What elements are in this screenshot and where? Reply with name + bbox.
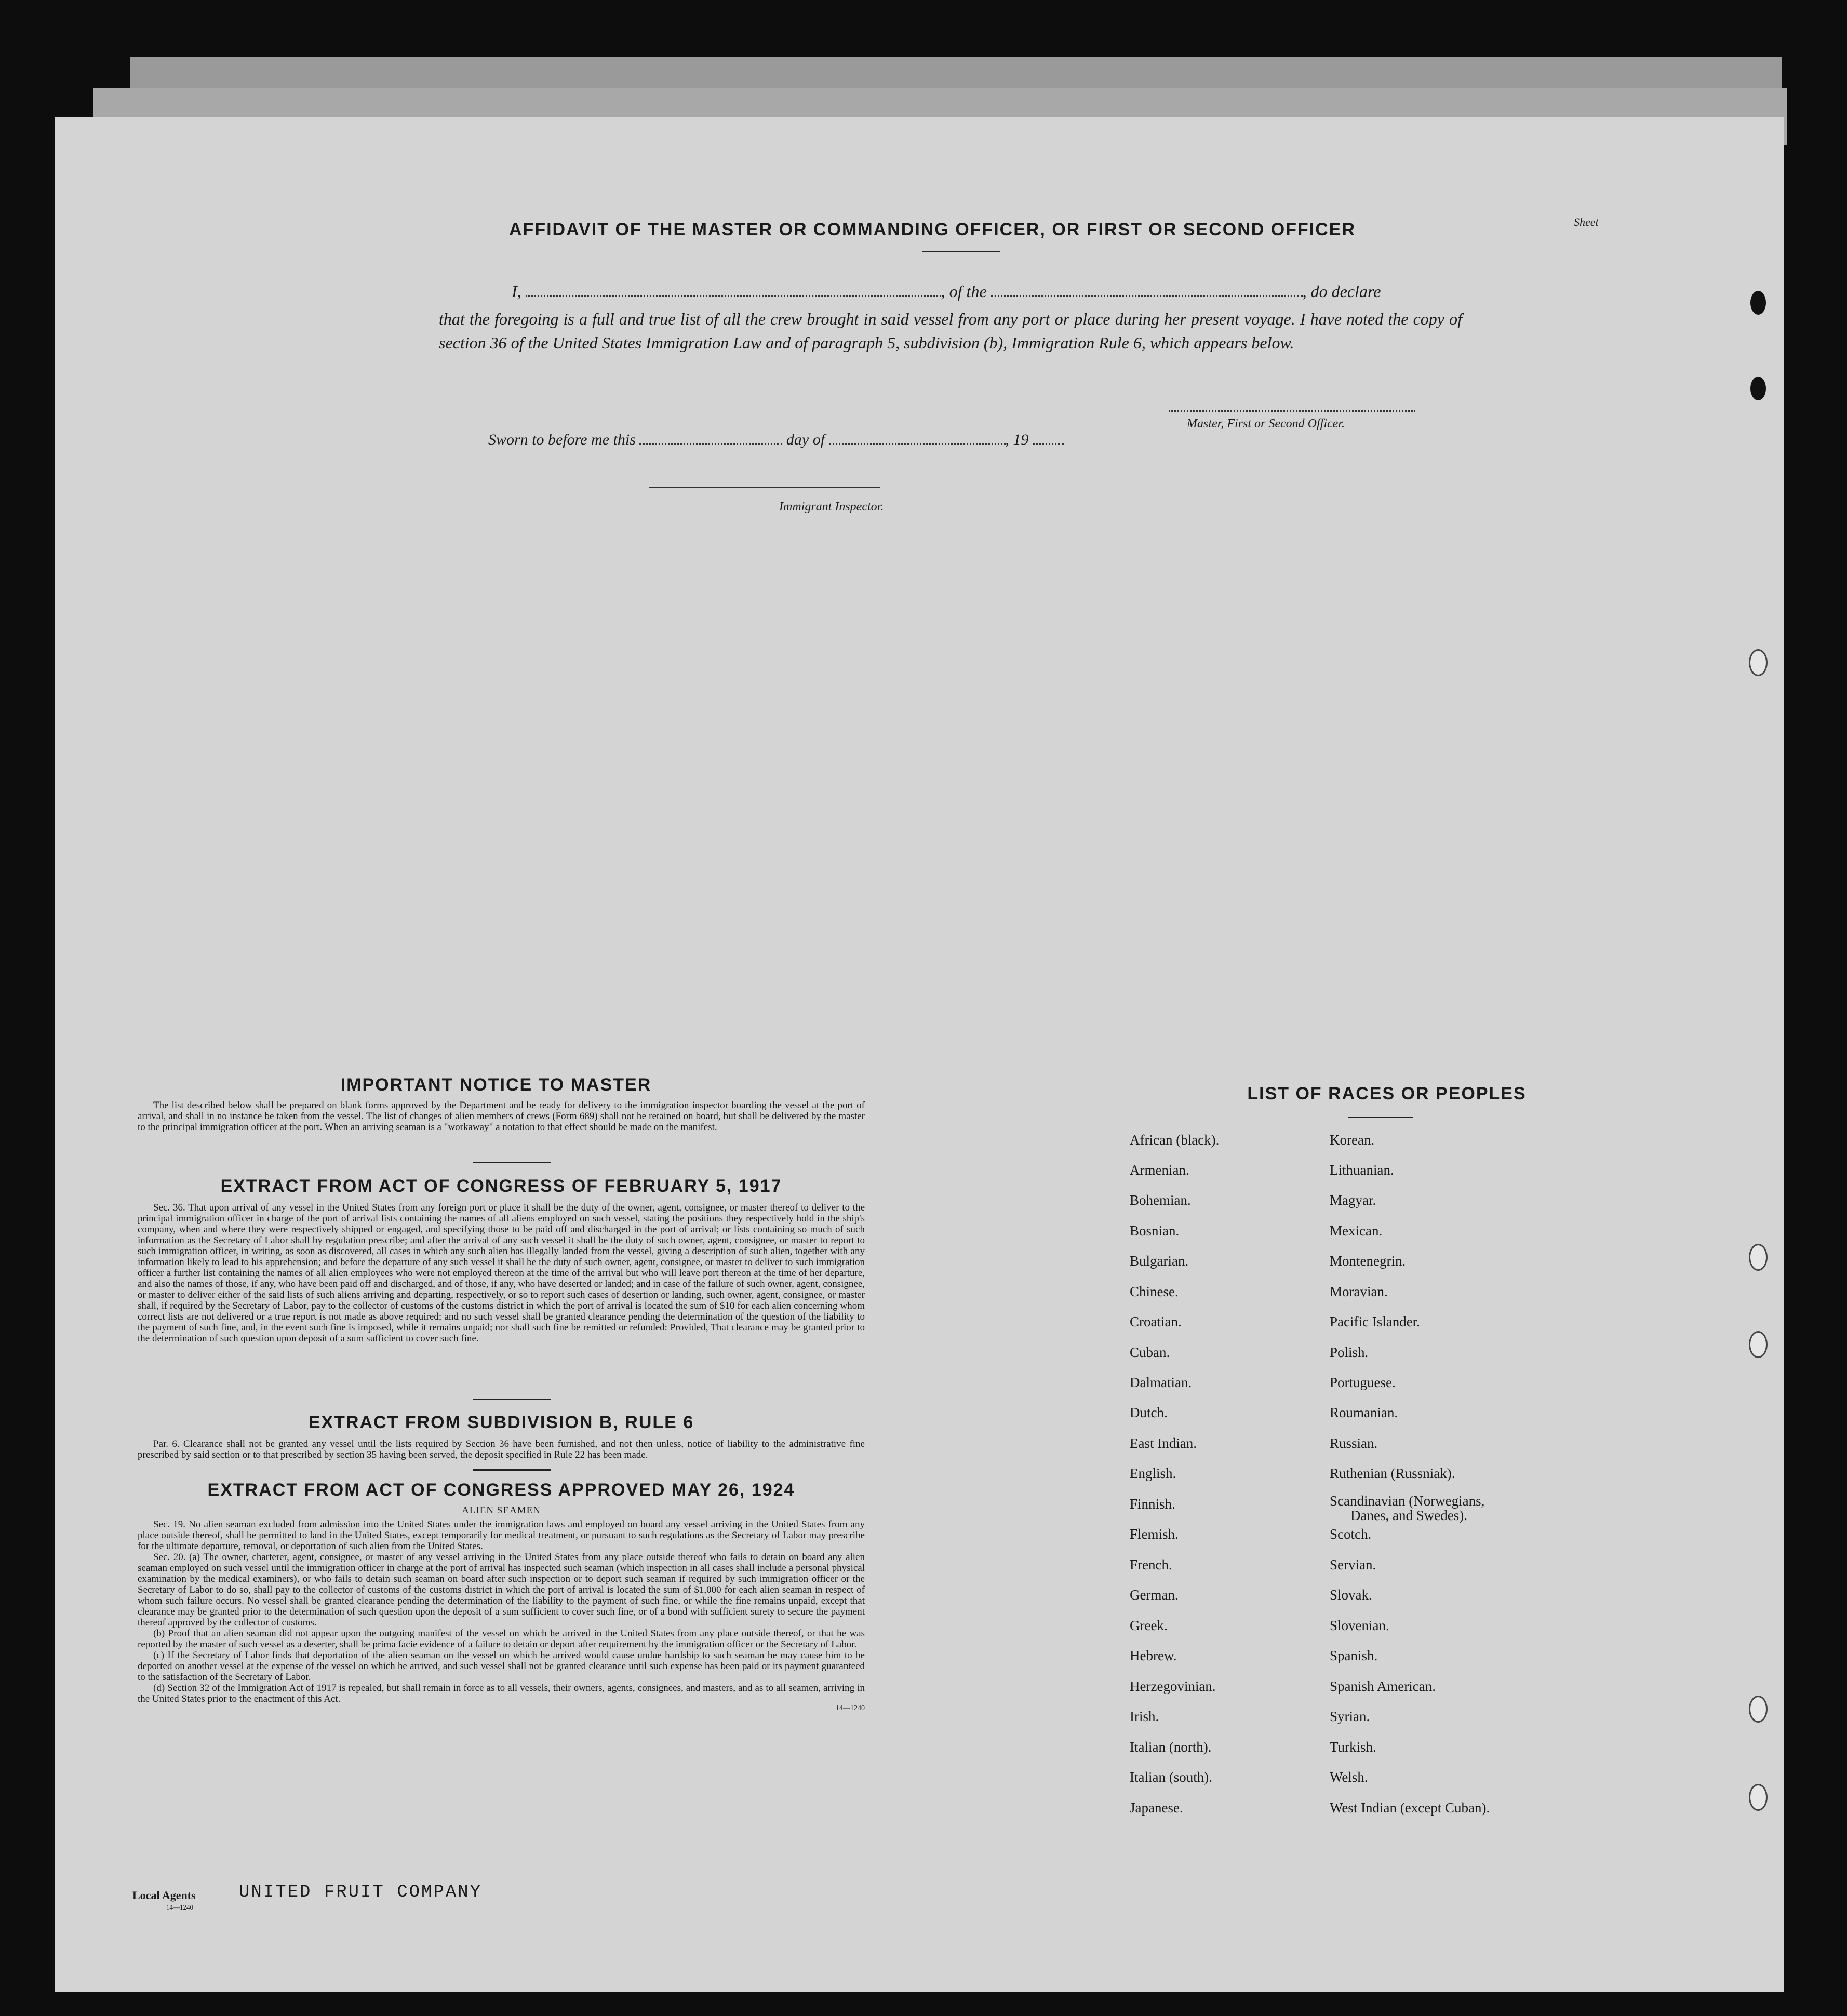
race-item: Montenegrin. [1330,1253,1406,1269]
notice-title: IMPORTANT NOTICE TO MASTER [340,1075,652,1095]
binder-hole [1750,291,1766,315]
sheet-label: Sheet [1574,216,1599,229]
sec19-text: Sec. 19. No alien seaman excluded from admission into the United States under the immigration laws and employed on board any vessel arriving in the United States from any place outside thereof, shall be permitted to land in the United States, except temporarily for medical treatment, or pursuant to such regulations as the Secretary of Labor may prescribe for the ultimate departure, removal, or deportation of such alien from the United States. [138,1519,865,1552]
race-item: East Indian. [1130,1435,1197,1451]
race-item: Bosnian. [1130,1223,1180,1239]
race-item: Italian (north). [1130,1739,1212,1755]
form-page [55,117,1784,1992]
local-agents-value: UNITED FRUIT COMPANY [239,1883,483,1902]
race-item: Dutch. [1130,1405,1168,1420]
race-item: French. [1130,1557,1172,1573]
races-title: LIST OF RACES OR PEOPLES [1247,1084,1527,1104]
affidavit-line1 [512,282,1462,301]
sworn-month-field[interactable] [829,443,1006,445]
race-item: African (black). [1130,1132,1220,1148]
races-divider [1348,1117,1413,1118]
race-item: West Indian (except Cuban). [1330,1800,1490,1816]
race-item: Spanish. [1330,1648,1378,1663]
race-item: Lithuanian. [1330,1162,1394,1178]
extract-1917-body: Sec. 36. That upon arrival of any vessel in the United States from any foreign port or place it shall be the duty of the owner, agent, consignee, or master thereof to deliver to the principal immigration officer in charge of the port of arrival lists containing the names of all aliens employed on such vessel, stating the positions they respectively hold in the ship's company, when and where they were respectively shipped or engaged, and specifying those to be paid off and discharged in the port of arrival; or lists containing so much of such information as the Secretary of Labor shall by regulation prescribe; and after the arrival of any such vessel it shall be the duty of such owner, agent, consignee, or master to report to such immigration officer, in writing, as soon as discovered, all cases in which any such alien has illegally landed from the vessel, giving a description of such alien, together with any information likely to lead to his apprehension; and before the departure of any such vessel it shall be the duty of such owner, agent, consignee, or master to deliver to such immigration officer a further list containing the names of all alien employees who were not employed thereon at the time of the arrival but who will leave port thereon at the time of her departure, and also the names of those, if any, who have been paid off and discharged, and of those, if any, who have deserted or landed; and in case of the failure of such owner, agent, consignee, or master to deliver either of the said lists of such aliens arriving and departing, respectively, or so to report such cases of desertion or landing, such owner, agent, consignee, or master shall, if required by the Secretary of Labor, pay to the collector of customs of the customs district in which the port of arrival is located the sum of $10 for each alien concerning whom correct lists are not delivered or a true report is not made as above required; and no such vessel shall be granted clearance pending the determination of the question of the liability to the payment of such fine, and, in the event such fine is imposed, while it remains unpaid; nor shall such fine be remitted or refunded: Provided, That clearance may be granted prior to the determination of such question upon deposit of a sum sufficient to cover such fine. [138,1202,865,1344]
sec20d-text: (d) Section 32 of the Immigration Act of 1917 is repealed, but shall remain in force as to all vessels, their owners, agents, consignees, and masters, and as to all seamen, arriving in the United States prior to the enactment of this Act. [138,1683,865,1704]
race-item: English. [1130,1466,1176,1481]
sec20c-text: (c) If the Secretary of Labor finds that deportation of the alien seaman on the vessel on which he arrived would cause undue hardship to such seaman he may cause him to be deported on another vessel at the expense of the vessel on which he arrived, and such vessel shall not be granted clearance until such expense has been paid or its payment guaranteed to the satisfaction of the Secretary of Labor. [138,1650,865,1683]
local-agents-label: Local Agents [132,1889,196,1902]
extract-rule6-body: Par. 6. Clearance shall not be granted any vessel until the lists required by Section 36 have been furnished, and not then unless, notice of liability to the administrative fine prescribed by said section or to that prescribed by section 35 having been served, the deposit specified in Rule 22 has been made. [138,1439,865,1460]
title-divider [922,251,1000,252]
race-item: Syrian. [1330,1709,1370,1724]
race-item: Hebrew. [1130,1648,1177,1663]
inspector-signature-line[interactable] [649,487,880,488]
sworn-line [488,431,1215,449]
extract-1924-title: EXTRACT FROM ACT OF CONGRESS APPROVED MAY 26, 1924 [207,1480,795,1500]
race-item: Roumanian. [1330,1405,1398,1420]
section-divider [473,1469,551,1471]
race-item: Irish. [1130,1709,1159,1724]
race-item: Danes, and Swedes). [1350,1508,1467,1523]
race-item: Spanish American. [1330,1678,1436,1694]
binder-hole [1749,1331,1768,1358]
master-signature-label: Master, First or Second Officer. [1187,417,1345,431]
race-item: Cuban. [1130,1345,1170,1360]
binder-hole [1750,377,1766,400]
race-item: Croatian. [1130,1314,1182,1329]
binder-hole [1749,1696,1768,1723]
binder-hole [1749,649,1768,676]
of-the-label: , of the [941,282,987,301]
race-item: Scandinavian (Norwegians, [1330,1493,1485,1509]
race-item: Ruthenian (Russniak). [1330,1466,1455,1481]
sworn-day-of: day of [786,431,825,448]
extract-1924-body [138,1519,865,1713]
affidavit-title: AFFIDAVIT OF THE MASTER OR COMMANDING OFFICER, OR FIRST OR SECOND OFFICER [509,220,1356,239]
race-item: Japanese. [1130,1800,1183,1816]
race-item: Moravian. [1330,1284,1388,1299]
section-divider [473,1162,551,1163]
notice-body: The list described below shall be prepared on blank forms approved by the Department and be ready for delivery to the immigration inspector boarding the vessel at the port of arrival, and shall in no instance be taken from the vessel. The list of changes of alien members of crews (Form 689) shall not be retained on board, but shall be delivered by the master to the principal immigration officer at the port. When an arriving seaman is a "workaway" a notation to that effect should be made on the manifest. [138,1100,865,1133]
race-item: Pacific Islander. [1330,1314,1420,1329]
sworn-day-field[interactable] [639,443,782,445]
race-item: Magyar. [1330,1192,1376,1208]
master-signature-line[interactable] [1169,410,1415,412]
race-item: Flemish. [1130,1526,1179,1542]
affidavit-body: that the foregoing is a full and true list of all the crew brought in said vessel from any port or place during her present voyage. I have noted the copy of section 36 of the United States Immigration Law and of paragraph 5, subdivision (b), Immigration Rule 6, which appears below. [439,310,1462,352]
race-item: Slovenian. [1330,1618,1389,1633]
race-item: Dalmatian. [1130,1375,1192,1390]
binder-hole [1749,1784,1768,1811]
i-label: I, [512,282,521,301]
binder-hole [1749,1244,1768,1271]
vessel-name-field[interactable] [991,295,1303,297]
section-divider [473,1399,551,1400]
sec20b-text: (b) Proof that an alien seaman did not appear upon the outgoing manifest of the vessel on which he arrived in the United States from any place outside thereof, or that he was reported by the master of such vessel as a deserter, shall be prima facie evidence of a failure to detain or deport after requirement by the immigration officer or the Secretary of Labor. [138,1628,865,1650]
race-item: Greek. [1130,1618,1168,1633]
officer-name-field[interactable] [526,295,941,297]
race-item: German. [1130,1587,1179,1603]
race-item: Scotch. [1330,1526,1372,1542]
race-item: Chinese. [1130,1284,1179,1299]
race-item: Polish. [1330,1345,1369,1360]
extract-form-number: 14—1240 [836,1704,865,1712]
race-item: Bulgarian. [1130,1253,1189,1269]
extract-1917-title: EXTRACT FROM ACT OF CONGRESS OF FEBRUARY 5, 1917 [220,1176,782,1196]
sworn-year-label: , 19 [1005,431,1029,448]
sworn-year-field[interactable] [1033,443,1064,445]
race-item: Armenian. [1130,1162,1189,1178]
race-item: Slovak. [1330,1587,1372,1603]
race-item: Bohemian. [1130,1192,1191,1208]
race-item: Korean. [1330,1132,1375,1148]
sec20a-text: Sec. 20. (a) The owner, charterer, agent, consignee, or master of any vessel arriving in the United States from any place outside thereof who fails to detain on board any alien seaman employed on such vessel until the immigration officer in charge at the port of arrival has inspected such seaman (which inspection in all cases shall include a personal physical examination by the medical examiners), or who fails to detain such seaman on board after such inspection or to deport such seaman if required by such immigration officer or the Secretary of Labor to do so, shall pay to the collector of customs of the customs district in which the port of arrival is located the sum of $1,000 for each alien seaman in respect of whom such failure occurs. No vessel shall be granted clearance pending the determination of the liability to the payment of such fine, or while the fine remains unpaid, except that clearance may be granted prior to the determination of such question upon the deposit of a sum sufficient to cover such fine, or of a bond with sufficient surety to secure the payment thereof approved by the collector of customs. [138,1552,865,1628]
alien-seamen-subtitle: ALIEN SEAMEN [462,1505,541,1516]
race-item: Finnish. [1130,1496,1175,1512]
race-item: Welsh. [1330,1769,1368,1785]
extract-rule6-title: EXTRACT FROM SUBDIVISION B, RULE 6 [308,1413,694,1432]
race-item: Italian (south). [1130,1769,1212,1785]
inspector-label: Immigrant Inspector. [779,500,884,514]
race-item: Herzegovinian. [1130,1678,1216,1694]
race-item: Mexican. [1330,1223,1383,1239]
footer-form-number: 14—1240 [166,1903,193,1911]
race-item: Servian. [1330,1557,1376,1573]
sworn-prefix: Sworn to before me this [488,431,636,448]
declare-label: , do declare [1302,282,1381,301]
race-item: Turkish. [1330,1739,1376,1755]
race-item: Russian. [1330,1435,1378,1451]
race-item: Portuguese. [1330,1375,1396,1390]
